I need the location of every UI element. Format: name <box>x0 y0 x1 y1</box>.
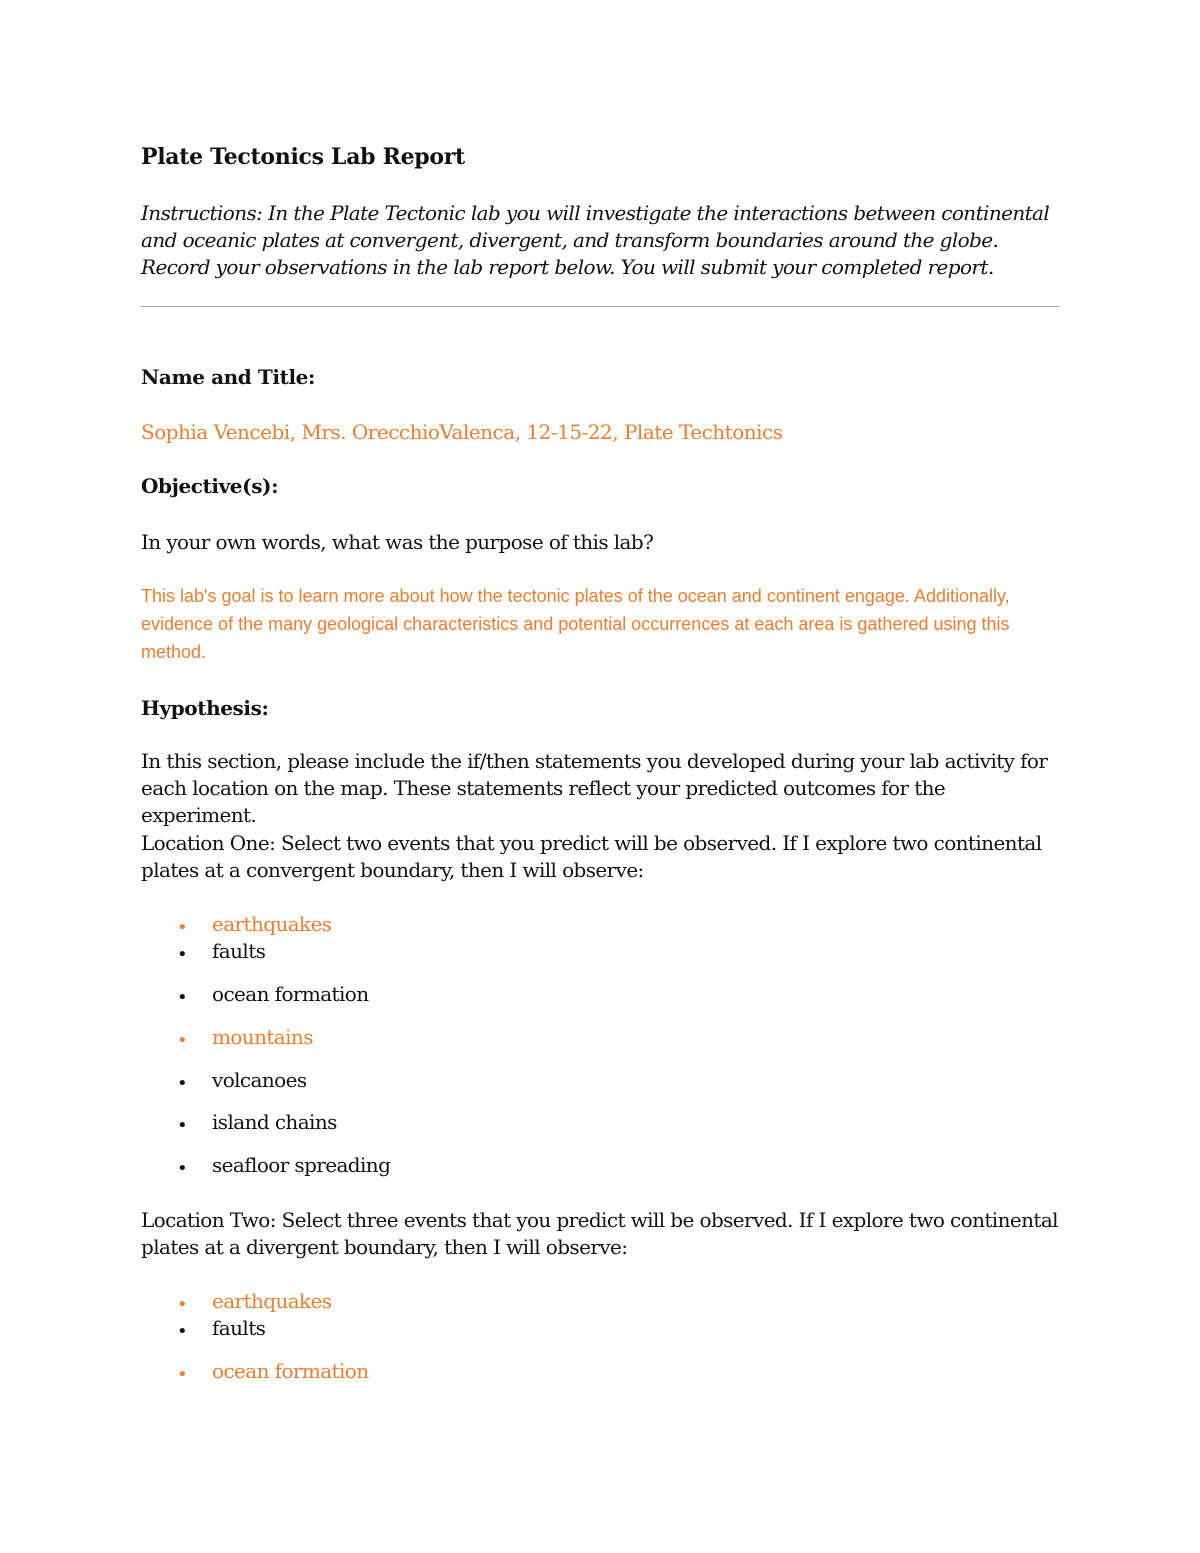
option-label: faults <box>212 939 266 963</box>
bullet-icon: • <box>177 944 188 965</box>
option-label: earthquakes <box>212 1289 332 1313</box>
bullet-icon: • <box>177 1030 188 1051</box>
location-one-prompt: Location One: Select two events that you predict will be observed. If I explore two continental plates at a convergent boundary, then I will observe: <box>141 831 1042 882</box>
objective-prompt: In your own words, what was the purpose of this lab? <box>141 530 654 554</box>
bullet-icon: • <box>177 1321 188 1342</box>
option-item <box>141 1289 741 1316</box>
instructions-text: Instructions: In the Plate Tectonic lab you will investigate the interactions between continental and oceanic plates at convergent, divergent, and transform boundaries around the globe. Record your observations in the lab report below. You will submit your completed report. <box>141 201 1050 279</box>
option-item <box>141 1359 741 1386</box>
option-label: faults <box>212 1316 266 1340</box>
document-title: Plate Tectonics Lab Report <box>141 144 465 170</box>
option-item <box>141 982 741 1009</box>
bullet-icon: • <box>177 987 188 1008</box>
hypothesis-intro: In this section, please include the if/then statements you developed during your lab activity for each location on the map. These statements reflect your predicted outcomes for the experiment. <box>141 749 1048 827</box>
location-two-prompt: Location Two: Select three events that you predict will be observed. If I explore two continental plates at a divergent boundary, then I will observe: <box>141 1208 1058 1259</box>
option-label: earthquakes <box>212 912 332 936</box>
option-label: ocean formation <box>212 982 369 1006</box>
option-item <box>141 1153 741 1180</box>
bullet-icon: • <box>177 1158 188 1179</box>
objective-heading: Objective(s): <box>141 474 279 498</box>
name-title-heading: Name and Title: <box>141 365 315 389</box>
option-label: seafloor spreading <box>212 1153 391 1177</box>
option-label: volcanoes <box>212 1068 307 1092</box>
bullet-icon: • <box>177 1364 188 1385</box>
option-label: island chains <box>212 1110 337 1134</box>
option-label: ocean formation <box>212 1359 369 1383</box>
bullet-icon: • <box>177 917 188 938</box>
option-item <box>141 1316 741 1343</box>
objective-answer: This lab's goal is to learn more about how the tectonic plates of the ocean and continent engage. Additionally, evidence of the many geological characteristics and potential occurrences at each area is gathered using this method. <box>141 586 1010 662</box>
option-item <box>141 1110 741 1137</box>
bullet-icon: • <box>177 1294 188 1315</box>
hypothesis-heading: Hypothesis: <box>141 696 269 720</box>
option-item <box>141 1025 741 1052</box>
bullet-icon: • <box>177 1115 188 1136</box>
horizontal-divider <box>141 306 1059 307</box>
option-item <box>141 939 741 966</box>
option-item <box>141 912 741 939</box>
option-item <box>141 1068 741 1095</box>
bullet-icon: • <box>177 1073 188 1094</box>
option-label: mountains <box>212 1025 313 1049</box>
name-title-answer: Sophia Vencebi, Mrs. OrecchioValenca, 12-15-22, Plate Techtonics <box>141 420 783 444</box>
